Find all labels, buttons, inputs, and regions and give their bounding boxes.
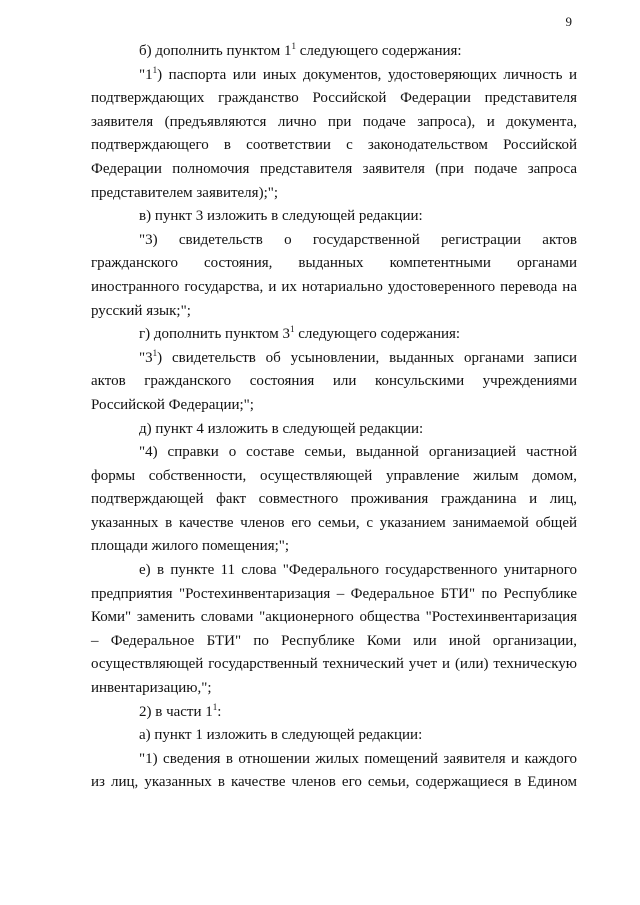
paragraph-e-text: е) в пункте 11 слова "Федерального государственного унитарного предприятия "Ростехинвентаризация – Федеральное БТИ" по Республике Коми" заменить словами "акционерного общества "Ростехинвентаризация – Федеральное БТИ" по Республике Коми или иной организации, осуществляющей государственный технический учет и (или) техническую инвентаризацию,"; [91, 562, 577, 697]
paragraph-v-heading: в) пункт 3 изложить в следующей редакции: [139, 208, 423, 225]
paragraph-a-text: "1) сведения в отношении жилых помещений заявителя и каждого из лиц, указанных в качестве членов его семьи, содержащиеся в Едином [91, 750, 577, 791]
paragraph-g-text: "$3^1$) свидетельств об усыновлении, выданных органами записи актов гражданского состояния или консульскими учреждениями Российской Федерации;"; [91, 347, 577, 413]
paragraph-v-text: "3) свидетельств о государственной регистрации актов гражданского состояния, выданных компетентными органами иностранного государства, и их нотариально удостоверенного перевода на русский язык;"; [91, 231, 577, 319]
paragraph-b-heading: б) дополнить пунктом $1^1$ следующего содержания: [139, 41, 462, 59]
paragraph-d-text: "4) справки о составе семьи, выданной организацией частной формы собственности, осуществляющей управление жилым домом, подтверждающей факт совместного проживания гражданина и лиц, указанных в качестве членов его семьи, с указанием занимаемой общей площади жилого помещения;"; [91, 444, 577, 555]
page-number: 9 [565, 14, 572, 29]
paragraph-g-heading: г) дополнить пунктом $3^1$ следующего содержания: [139, 324, 461, 343]
paragraph-a-heading: а) пункт 1 изложить в следующей редакции: [139, 727, 423, 744]
document-body [91, 40, 577, 795]
paragraph-b-text: "$1^1$) паспорта или иных документов, удостоверяющих личность и подтверждающих гражданство Российской Федерации представителя заявителя (предъявляются лично при подаче запроса), и документа, подтверждающего в соответствии с законодательством Российской Федерации полномочия представителя заявителя (при подаче запроса представителем заявителя);"; [91, 64, 577, 201]
paragraph-d-heading: д) пункт 4 изложить в следующей редакции: [139, 420, 424, 437]
paragraph-part2-heading: 2) в части $1^1$: [139, 701, 222, 720]
